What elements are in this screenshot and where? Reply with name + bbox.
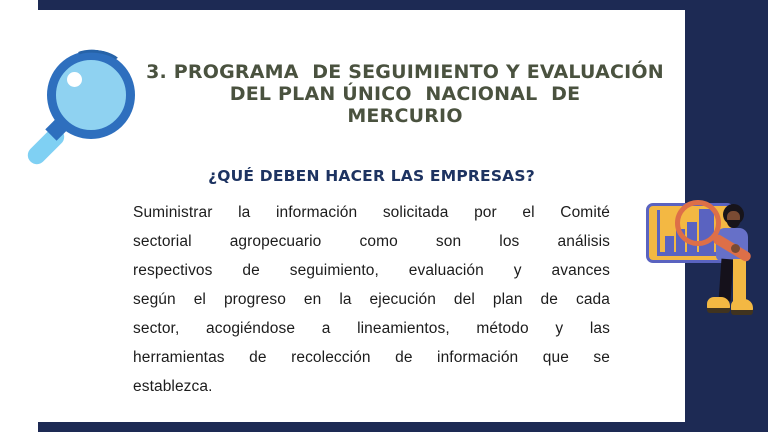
person-leg bbox=[733, 259, 746, 301]
title-line: DEL PLAN ÚNICO NACIONAL DE bbox=[229, 83, 581, 105]
person-boot-sole bbox=[707, 308, 730, 313]
title-line: 3. PROGRAMA DE SEGUIMIENTO Y EVALUACIÓN bbox=[146, 61, 664, 83]
body-paragraph bbox=[133, 198, 610, 401]
bottom-frame-bar bbox=[38, 422, 768, 432]
person-boot-sole bbox=[731, 310, 753, 315]
chart-x-axis bbox=[657, 252, 721, 256]
body-line: establezca. bbox=[133, 378, 213, 395]
chart-bar bbox=[665, 236, 674, 252]
top-frame-bar bbox=[38, 0, 768, 10]
chart-y-axis bbox=[657, 210, 660, 254]
person-hand bbox=[731, 244, 740, 253]
slide-subtitle: ¿QUÉ DEBEN HACER LAS EMPRESAS? bbox=[208, 167, 535, 185]
body-line: Suministrar la información solicitada por el Comité bbox=[133, 204, 610, 221]
body-line: herramientas de recolección de información que se bbox=[133, 349, 610, 366]
slide-title bbox=[140, 61, 670, 127]
body-line: sector, acogiéndose a lineamientos, método y las bbox=[133, 320, 610, 337]
body-line: respectivos de seguimiento, evaluación y avances bbox=[133, 262, 610, 279]
lens-highlight bbox=[67, 72, 82, 87]
body-line: sectorial agropecuario como son los análisis bbox=[133, 233, 610, 250]
title-line: MERCURIO bbox=[347, 105, 463, 127]
body-line: según el progreso en la ejecución del plan de cada bbox=[133, 291, 610, 308]
